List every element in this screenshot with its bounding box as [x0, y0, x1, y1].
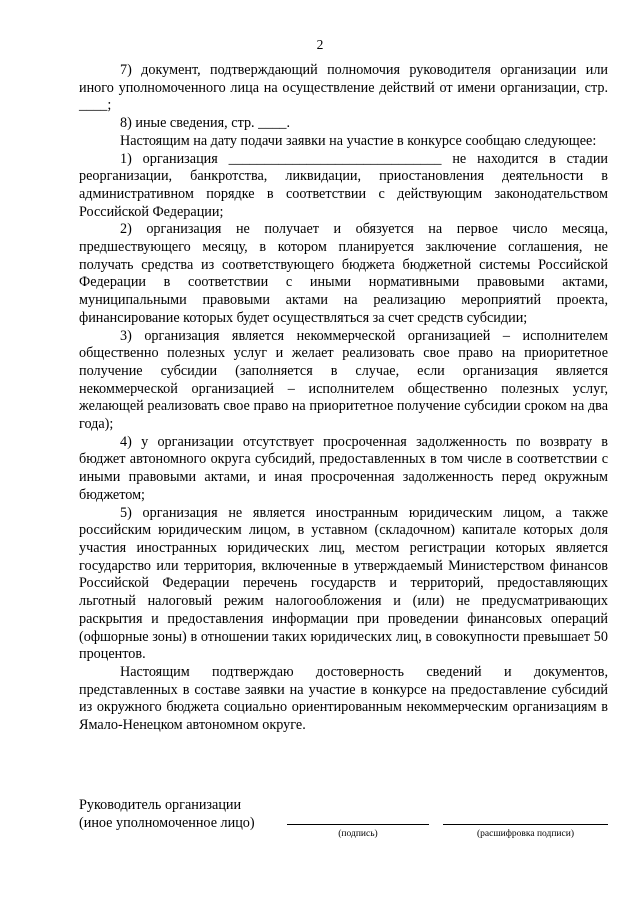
document-body	[79, 62, 608, 735]
paragraph-item-8: 8) иные сведения, стр. ____.	[120, 115, 291, 132]
paragraph-intro: Настоящим на дату подачи заявки на участие в конкурсе сообщаю следующее:	[120, 132, 597, 149]
paragraph-declaration-2: 2) организация не получает и обязуется на первое число месяца, предшествующего месяцу, в котором планируется заключение соглашения, не получать средства из соответствующего бюджета бюджетной системы Российской Федерации в соответствии с иными нормативными правовыми актами, муниципальными правовыми актами на реализацию мероприятий проекта, финансирование которых будет осуществляться за счет средств субсидии;	[79, 221, 608, 326]
paragraph-declaration-1: 1) организация ______________________________ не находится в стадии реорганизации, банкротства, ликвидации, приостановления деятельности в административном порядке в соответствии с действующим законодательством Российской Федерации;	[79, 150, 608, 220]
paragraph-declaration-4: 4) у организации отсутствует просроченная задолженность по возврату в бюджет автономного округа субсидий, предоставленных в том числе в соответствии с иными правовыми актами, и иная просроченная задолженность перед окружным бюджетом;	[79, 433, 608, 503]
paragraph-declaration-5: 5) организация не является иностранным юридическим лицом, а также российским юридическим лицом, в уставном (складочном) капитале которых доля участия иностранных юридических лиц, местом регистрации которых является государство или территория, включенные в утверждаемый Министерством финансов Российской Федерации перечень государств и территорий, предоставляющих льготный налоговый режим налогообложения и (или) не предусматривающих раскрытия и предоставления информации при проведении финансовых операций (офшорные зоны) в отношении таких юридических лиц, в совокупности превышает 50 процентов.	[79, 504, 608, 663]
decode-caption: (расшифровка подписи)	[477, 829, 574, 839]
signature-block	[79, 796, 255, 832]
signer-title: Руководитель организации	[79, 797, 242, 813]
paragraph-declaration-3: 3) организация является некоммерческой организацией – исполнителем общественно полезных услуг и желает реализовать свое право на приоритетное получение субсидии (заполняется в случае, если организация является некоммерческой организацией – исполнителем общественно полезных услуг, желающей реализовать свое право на приоритетное получение субсидии сроком на два года);	[79, 327, 608, 433]
paragraph-confirmation: Настоящим подтверждаю достоверность сведений и документов, представленных в составе заявки на участие в конкурсе на предоставление субсидий из окружного бюджета социально ориентированным некоммерческим организациям в Ямало-Ненецком автономном округе.	[79, 663, 608, 734]
signature-caption: (подпись)	[338, 829, 378, 839]
signature-line	[287, 824, 429, 825]
page-number: 2	[316, 37, 324, 52]
decode-line	[443, 824, 608, 825]
paragraph-item-7: 7) документ, подтверждающий полномочия руководителя организации или иного уполномоченного лица на осуществление действий от имени организации, стр. ____;	[79, 62, 608, 114]
signer-title-alt: (иное уполномоченное лицо)	[79, 815, 255, 831]
